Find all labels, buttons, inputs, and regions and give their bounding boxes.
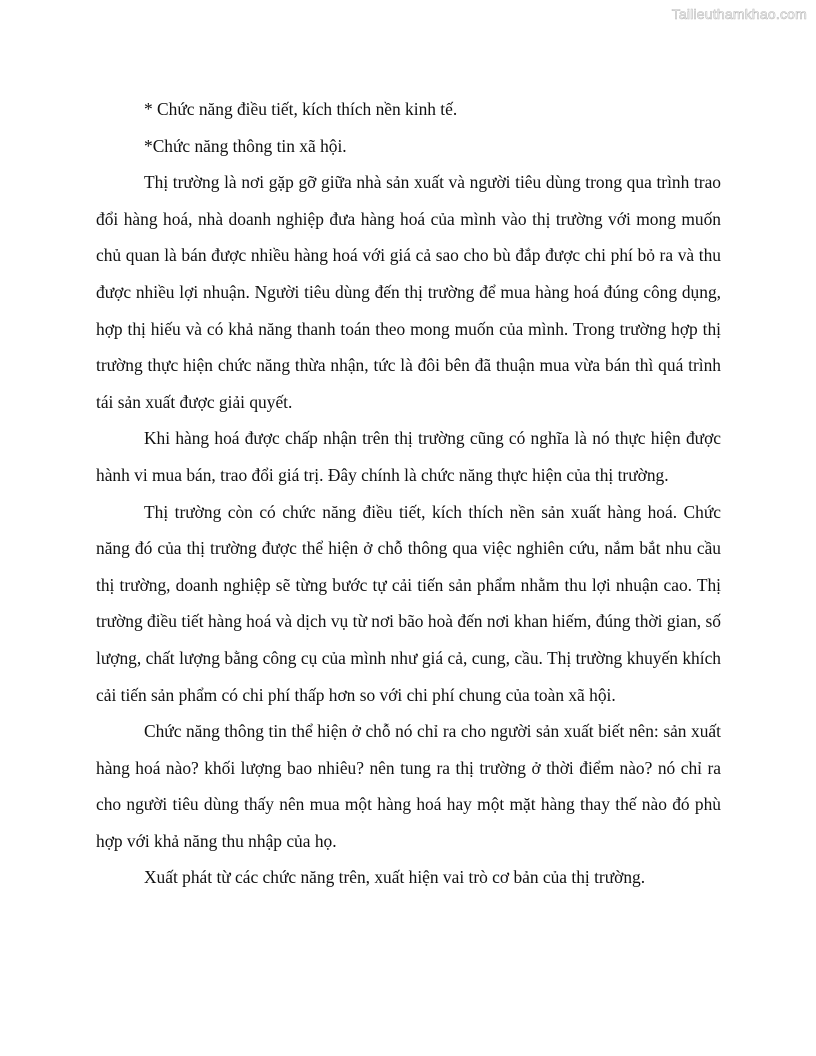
paragraph-regulation-function: Thị trường còn có chức năng điều tiết, kích thích nền sản xuất hàng hoá. Chức năng đó của thị trường được thể hiện ở chỗ thông qua việc nghiên cứu, nắm bắt nhu cầu thị trường, doanh nghiệp sẽ từng bước tự cải tiến sản phẩm nhằm thu lợi nhuận cao. Thị trường điều tiết hàng hoá và dịch vụ từ nơi bão hoà đến nơi khan hiếm, đúng thời gian, số lượng, chất lượng bằng công cụ của mình như giá cả, cung, cầu. Thị trường khuyến khích cải tiến sản phẩm có chi phí thấp hơn so với chi phí chung của toàn xã hội. <box>96 501 721 705</box>
paragraph-market-meeting-place: Thị trường là nơi gặp gỡ giữa nhà sản xuất và người tiêu dùng trong qua trình trao đổi hàng hoá, nhà doanh nghiệp đưa hàng hoá của mình vào thị trường với mong muốn chủ quan là bán được nhiều hàng hoá với giá cả sao cho bù đắp được chi phí bỏ ra và thu được nhiều lợi nhuận. Người tiêu dùng đến thị trường để mua hàng hoá đúng công dụng, hợp thị hiếu và có khả năng thanh toán theo mong muốn của mình. Trong trường hợp thị trường thực hiện chức năng thừa nhận, tức là đôi bên đã thuận mua vừa bán thì quá trình tái sản xuất được giải quyết. <box>96 172 721 412</box>
bullet-information-function: *Chức năng thông tin xã hội. <box>144 135 347 156</box>
document-body <box>96 91 721 896</box>
bullet-regulation-function: * Chức năng điều tiết, kích thích nền kinh tế. <box>144 99 458 119</box>
paragraph-role-of-market: Xuất phát từ các chức năng trên, xuất hiện vai trò cơ bản của thị trường. <box>144 867 646 888</box>
paragraph-realization-function: Khi hàng hoá được chấp nhận trên thị trường cũng có nghĩa là nó thực hiện được hành vi mua bán, trao đổi giá trị. Đây chính là chức năng thực hiện của thị trường. <box>96 428 721 485</box>
watermark-text: Tailieuthamkhao.com <box>671 6 807 22</box>
paragraph-information-function: Chức năng thông tin thể hiện ở chỗ nó chỉ ra cho người sản xuất biết nên: sản xuất hàng hoá nào? khối lượng bao nhiêu? nên tung ra thị trường ở thời điểm nào? nó chỉ ra cho người tiêu dùng thấy nên mua một hàng hoá hay một mặt hàng thay thế nào đó phù hợp với khả năng thu nhập của họ. <box>96 721 721 851</box>
